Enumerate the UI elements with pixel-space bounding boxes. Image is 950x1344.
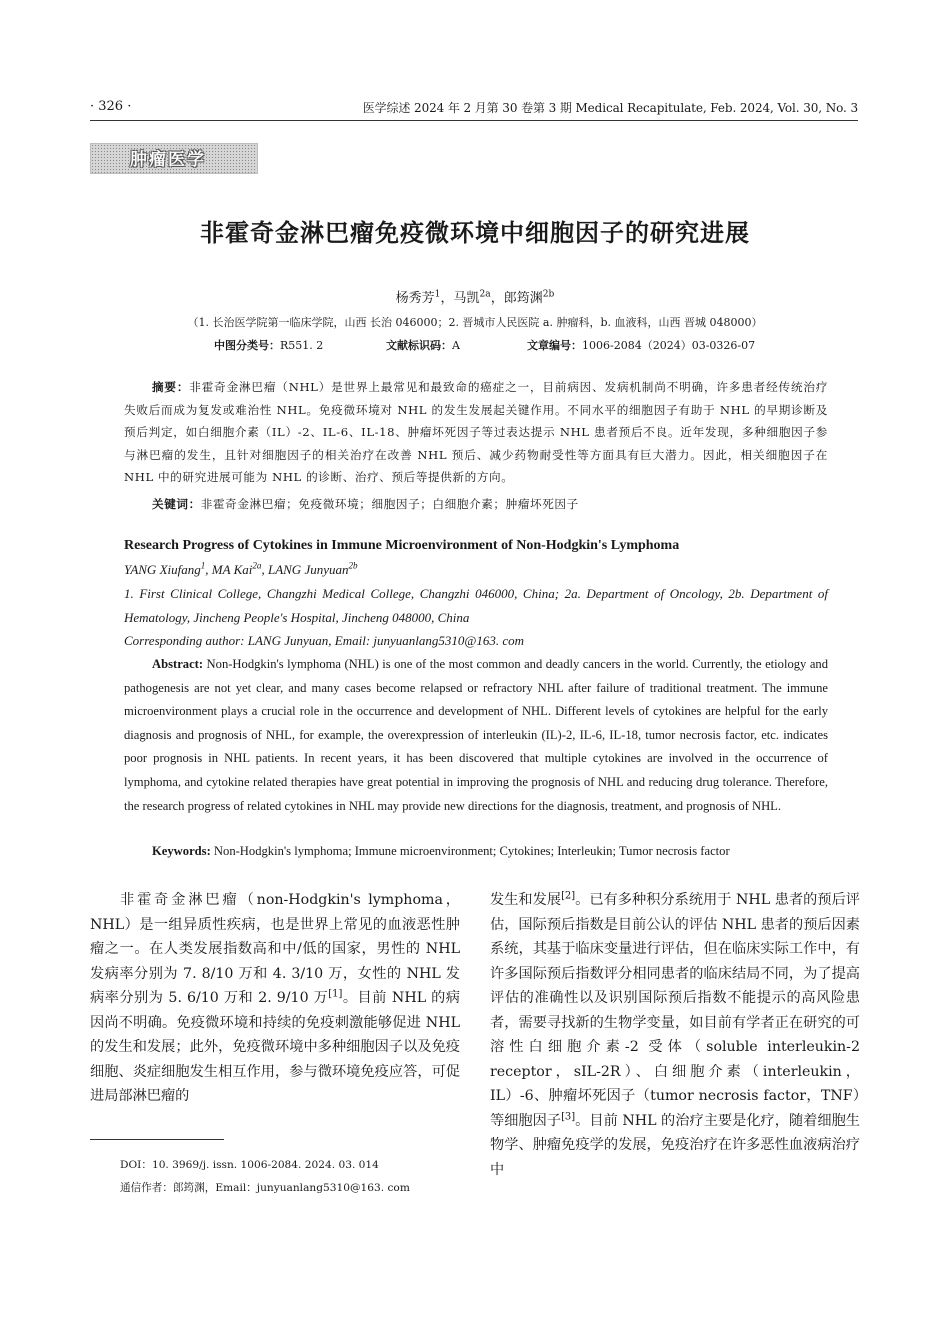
body-left-p2: 。目前 NHL 的病因尚不明确。免疫微环境和持续的免疫刺激能够促进 NHL 的发生和发展；此外，免疫微环境中多种细胞因子以及免疫细胞、炎症细胞发生相互作用，参与微环境免疫应答，可促进局部淋巴瘤的 bbox=[90, 990, 460, 1104]
abstract-cn-text: 非霍奇金淋巴瘤（NHL）是世界上最常见和最致命的癌症之一，目前病因、发病机制尚不明确，许多患者经传统治疗失败后而成为复发或难治性 NHL。免疫微环境对 NHL 的发生发展起关键作用。不同水平的细胞因子有助于 NHL 的早期诊断及预后判定，如白细胞介素（IL）-2、IL-6、IL-18、肿瘤坏死因子等过表达提示 NHL 患者预后不良。近年发现，多种细胞因子参与淋巴瘤的发生，且针对细胞因子的相关治疗在改善 NHL 预后、减少药物耐受性等方面具有巨大潜力。因此，相关细胞因子在 NHL 中的研究进展可能为 NHL 的诊断、治疗、预后等提供新的方向。 bbox=[124, 380, 828, 485]
english-affiliations bbox=[124, 582, 828, 653]
en-author-sep: , bbox=[261, 562, 268, 577]
article-title: 非霍奇金淋巴瘤免疫微环境中细胞因子的研究进展 bbox=[200, 219, 750, 247]
en-author-3: LANG Junyuan bbox=[267, 562, 349, 577]
body-left-column bbox=[90, 888, 460, 1109]
journal-info: 医学综述 2024 年 2 月第 30 卷第 3 期 Medical Recapitulate, Feb. 2024, Vol. 30, No. 3 bbox=[362, 101, 858, 115]
author-3-sup: 2b bbox=[542, 289, 555, 300]
keywords-en-text: Non-Hodgkin's lymphoma; Immune microenvironment; Cytokines; Interleukin; Tumor necrosis factor bbox=[213, 844, 730, 858]
keywords-en-label: Keywords: bbox=[152, 844, 211, 858]
body-right-p3: 。目前 NHL 的治疗主要是化疗，随着细胞生物学、肿瘤免疫学的发展，免疫治疗在许多恶性血液病治疗中 bbox=[490, 1112, 860, 1178]
author-sep: ， bbox=[490, 291, 504, 306]
footnote-rule bbox=[90, 1139, 224, 1140]
abstract-cn bbox=[124, 376, 828, 489]
keywords-cn-label: 关键词： bbox=[152, 497, 201, 511]
doc-label: 文献标识码： bbox=[386, 339, 452, 352]
art-value: 1006-2084（2024）03-0326-07 bbox=[582, 339, 756, 352]
article-authors bbox=[0, 287, 950, 306]
keywords-cn-text: 非霍奇金淋巴瘤；免疫微环境；细胞因子；白细胞介素；肿瘤坏死因子 bbox=[200, 497, 579, 511]
corresponding-footnote: 通信作者：郎筠渊，Email：junyuanlang5310@163. com bbox=[120, 1182, 410, 1194]
en-affil-text: 1. First Clinical College, Changzhi Medical College, Changzhi 046000, China; 2a. Department of Oncology, 2b. Department of Hematology, Jincheng People's Hospital, Jincheng 048000, China bbox=[124, 586, 828, 625]
ref-3[interactable]: [3] bbox=[561, 1110, 576, 1122]
header-rule bbox=[90, 120, 858, 121]
author-1-sup: 1 bbox=[434, 289, 441, 300]
doc-value: A bbox=[452, 339, 460, 352]
ref-2[interactable]: [2] bbox=[561, 890, 576, 902]
doi-footnote: DOI：10. 3969/j. issn. 1006-2084. 2024. 03. 014 bbox=[120, 1159, 379, 1171]
clc-value: R551. 2 bbox=[280, 339, 324, 352]
en-author-3-sup: 2b bbox=[348, 560, 358, 571]
author-2-sup: 2a bbox=[479, 289, 491, 300]
clc-label: 中图分类号： bbox=[214, 339, 280, 352]
abstract-en-label: Abstract: bbox=[152, 657, 204, 671]
page-number: · 326 · bbox=[90, 99, 132, 114]
en-author-1-sup: 1 bbox=[200, 560, 206, 571]
section-label: 肿瘤医学 bbox=[130, 150, 206, 170]
author-sep: ， bbox=[440, 291, 454, 306]
abstract-en bbox=[124, 653, 828, 818]
abstract-en-text: Non-Hodgkin's lymphoma (NHL) is one of the most common and deadly cancers in the world. Currently, the etiology and pathogenesis are not yet clear, and many cases become relapsed or refractory NHL after failure of traditional treatment. The immune microenvironment plays a crucial role in the occurrence and development of NHL. Different levels of cytokines are helpful for the early diagnosis and prognosis of NHL, for example, the overexpression of interleukin (IL)-2, IL-6, IL-18, tumor necrosis factor, etc. indicates poor prognosis in NHL patients. In recent years, it has been discovered that multiple cytokines are involved in the occurrence of lymphoma, and cytokine related therapies have great potential in improving the prognosis of NHL and reducing drug tolerance. Therefore, the research progress of related cytokines in NHL may provide new directions for the diagnosis, treatment, and prognosis of NHL. bbox=[124, 657, 828, 813]
author-3: 郎筠渊 bbox=[503, 291, 543, 306]
corresponding-author-en: Corresponding author: LANG Junyuan, Email: junyuanlang5310@163. com bbox=[124, 633, 525, 648]
body-right-column bbox=[490, 888, 860, 1182]
keywords-en bbox=[152, 844, 730, 859]
body-right-p2: 。已有多种积分系统用于 NHL 患者的预后评估，国际预后指数是目前公认的评估 NHL 患者的预后因素系统，其基于临床变量进行评估，但在临床实际工作中，有许多国际预后指数评分相同患者的临床结局不同，为了提高评估的准确性以及识别国际预后指数不能提示的高风险患者，需要寻找新的生物学变量，如目前有学者正在研究的可溶性白细胞介素-2 受体（soluble interleukin-2 receptor，sIL-2R）、白细胞介素（interleukin，IL）-6、肿瘤坏死因子（tumor necrosis factor，TNF）等细胞因子 bbox=[490, 892, 860, 1129]
abstract-cn-label: 摘要： bbox=[152, 380, 190, 394]
en-author-1: YANG Xiufang bbox=[124, 562, 201, 577]
english-authors bbox=[124, 562, 358, 578]
doc-code bbox=[386, 337, 460, 353]
en-author-sep: , bbox=[205, 562, 212, 577]
clc-number bbox=[214, 337, 323, 353]
art-label: 文章编号： bbox=[527, 339, 582, 352]
body-left-p1: 非霍奇金淋巴瘤（non-Hodgkin's lymphoma，NHL）是一组异质性疾病，也是世界上常见的血液恶性肿瘤之一。在人类发展指数高和中/低的国家，男性的 NHL 发病率分别为 7. 8/10 万和 4. 3/10 万，女性的 NHL 发病率分别为 5. 6/10 万和 2. 9/10 万 bbox=[90, 892, 460, 1006]
body-right-p1: 发生和发展 bbox=[490, 892, 562, 908]
affiliations: （1. 长治医学院第一临床学院，山西 长治 046000；2. 晋城市人民医院 a. 肿瘤科，b. 血液科，山西 晋城 048000） bbox=[187, 316, 763, 329]
en-author-2: MA Kai bbox=[211, 562, 253, 577]
english-title: Research Progress of Cytokines in Immune Microenvironment of Non-Hodgkin's Lymphoma bbox=[124, 538, 680, 553]
ref-1[interactable]: [1] bbox=[328, 988, 343, 1000]
author-2: 马凯 bbox=[453, 291, 480, 306]
keywords-cn bbox=[152, 496, 579, 512]
article-number bbox=[527, 337, 755, 353]
en-author-2-sup: 2a bbox=[252, 560, 262, 571]
author-1: 杨秀芳 bbox=[395, 291, 435, 306]
